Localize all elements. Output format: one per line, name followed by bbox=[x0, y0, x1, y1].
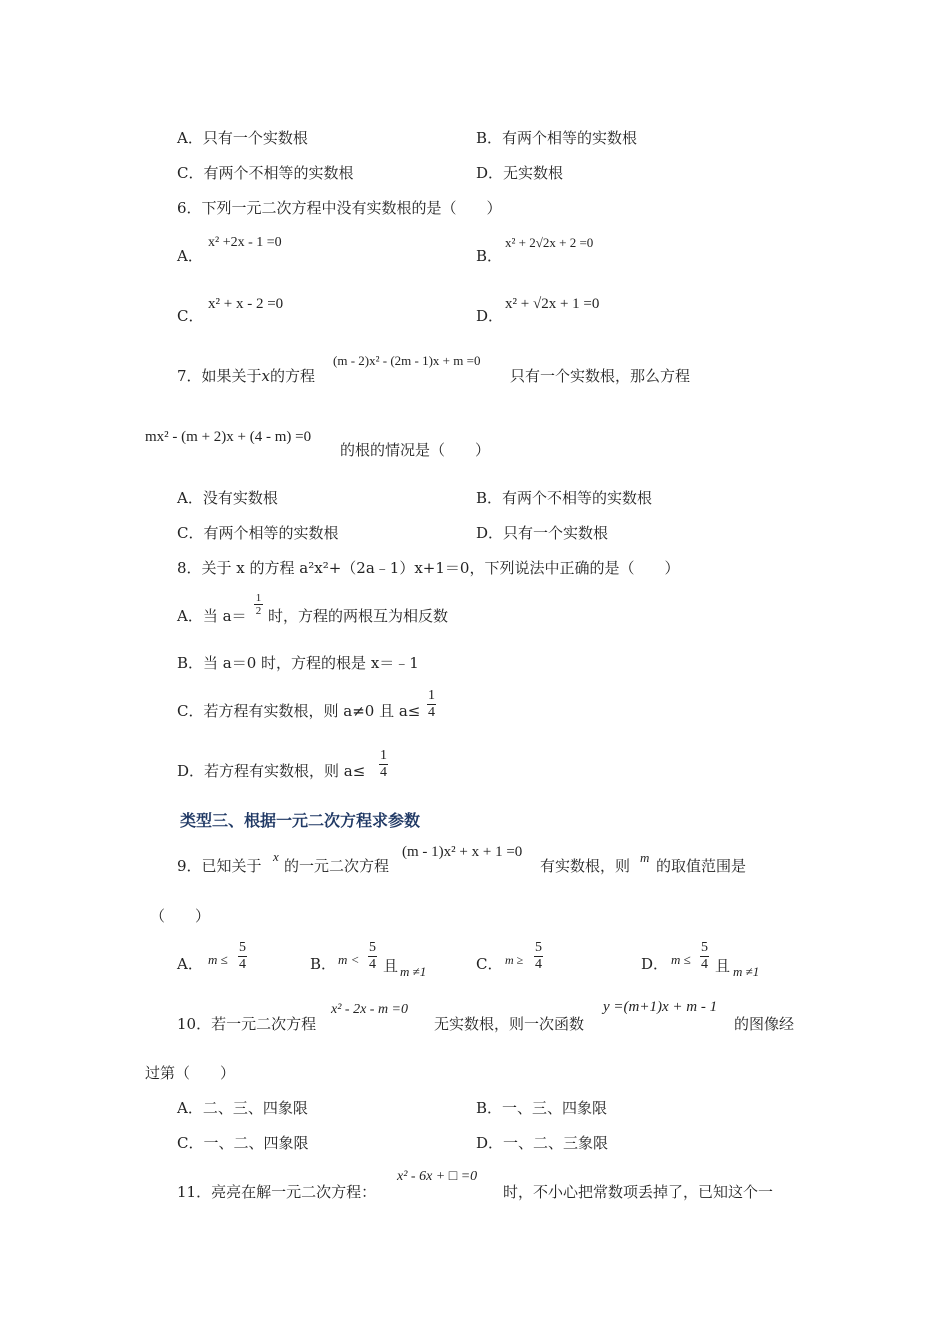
q6-option-b-label: B． bbox=[476, 247, 503, 265]
q9-option-c-label: C． bbox=[476, 955, 503, 973]
q10-option-c: C．一、二、四象限 bbox=[177, 1134, 309, 1152]
q9-option-a-lhs: m ≤ bbox=[208, 952, 228, 967]
q8-option-d-fraction bbox=[379, 748, 388, 781]
q9-option-a-fraction bbox=[238, 940, 247, 973]
q9-option-d-and: 且 bbox=[715, 957, 731, 975]
q5-option-c: C．有两个不相等的实数根 bbox=[177, 164, 354, 182]
q9-var-m: m bbox=[640, 850, 650, 865]
q9-option-d-lhs: m ≤ bbox=[671, 952, 691, 967]
q7-option-c: C．有两个相等的实数根 bbox=[177, 524, 339, 542]
q9-option-b-and: 且 bbox=[383, 957, 399, 975]
section-heading: 类型三、根据一元二次方程求参数 bbox=[180, 811, 421, 830]
fraction-denominator: 4 bbox=[369, 957, 376, 972]
q8-option-a-pre: A．当 a＝ bbox=[177, 607, 247, 625]
q8-option-c-pre: C．若方程有实数根，则 a≠0 且 a≤ bbox=[177, 702, 421, 720]
q7-stem-prefix bbox=[177, 367, 315, 385]
q10-stem-continued: 过第（ ） bbox=[145, 1064, 236, 1082]
q9-var-x: x bbox=[273, 849, 279, 864]
q8-option-b: B．当 a＝0 时，方程的根是 x＝﹣1 bbox=[177, 654, 419, 672]
fraction-numerator: 1 bbox=[255, 592, 262, 604]
q6-option-d-label: D． bbox=[476, 307, 504, 325]
q6-option-a-equation: x² +2x - 1 =0 bbox=[208, 235, 282, 250]
q10-equation-1: x² - 2x - m =0 bbox=[331, 1002, 409, 1017]
fraction-denominator: 4 bbox=[535, 957, 542, 972]
q6-option-d-equation: x² + √2x + 1 =0 bbox=[505, 296, 600, 312]
q6-stem: 6．下列一元二次方程中没有实数根的是（ ） bbox=[177, 199, 502, 217]
q9-answer-paren: （ ） bbox=[150, 907, 211, 925]
q9-stem-mid: 的一元二次方程 bbox=[284, 857, 390, 875]
fraction-numerator: 1 bbox=[428, 688, 435, 703]
q10-option-a: A．二、三、四象限 bbox=[177, 1099, 308, 1117]
fraction-numerator: 1 bbox=[380, 748, 387, 763]
q9-option-b-lhs: m < bbox=[338, 952, 360, 967]
q7-option-d: D．只有一个实数根 bbox=[476, 524, 609, 542]
q7-equation-2: mx² - (m + 2)x + (4 - m) =0 bbox=[145, 429, 312, 445]
q9-option-a-label: A． bbox=[177, 955, 203, 973]
q6-option-c-label: C． bbox=[177, 307, 204, 325]
fraction-denominator: 4 bbox=[701, 957, 708, 972]
q10-equation-2: y =(m+1)x + m - 1 bbox=[603, 999, 718, 1015]
q9-stem-pre: 9．已知关于 bbox=[177, 857, 262, 875]
q7-stem-end: 的根的情况是（ ） bbox=[340, 441, 491, 459]
fraction-denominator: 2 bbox=[255, 605, 262, 617]
q7-var-x: x bbox=[261, 367, 271, 385]
q9-option-d-label: D． bbox=[641, 955, 669, 973]
q6-option-c-equation: x² + x - 2 =0 bbox=[208, 296, 284, 312]
q9-option-d-fraction bbox=[700, 940, 709, 973]
q9-option-b-fraction bbox=[368, 940, 377, 973]
q9-option-b-condition: m ≠1 bbox=[400, 964, 427, 979]
q8-option-d-pre: D．若方程有实数根，则 a≤ bbox=[177, 762, 366, 780]
q10-stem-pre: 10．若一元二次方程 bbox=[177, 1015, 317, 1033]
q10-option-d: D．一、二、三象限 bbox=[476, 1134, 609, 1152]
q8-option-c-fraction bbox=[427, 688, 436, 721]
q11-equation: x² - 6x + □ =0 bbox=[397, 1169, 478, 1184]
q8-stem: 8．关于 x 的方程 a²x²+（2a﹣1）x+1＝0，下列说法中正确的是（ ） bbox=[177, 559, 680, 577]
q5-option-d: D．无实数根 bbox=[476, 164, 564, 182]
q9-stem-post: 有实数根，则 bbox=[540, 857, 631, 875]
q7-option-a: A．没有实数根 bbox=[177, 489, 278, 507]
q5-option-b: B．有两个相等的实数根 bbox=[476, 129, 638, 147]
fraction-denominator: 4 bbox=[428, 705, 435, 720]
fraction-numerator: 5 bbox=[369, 940, 376, 955]
q11-stem-pre: 11．亮亮在解一元二次方程： bbox=[177, 1183, 377, 1201]
q7-option-b: B．有两个不相等的实数根 bbox=[476, 489, 653, 507]
q10-stem-mid: 无实数根，则一次函数 bbox=[434, 1015, 585, 1033]
q6-option-b-equation: x² + 2√2x + 2 =0 bbox=[505, 235, 594, 250]
q10-stem-post: 的图像经 bbox=[734, 1015, 795, 1033]
q7-equation-1: (m - 2)x² - (2m - 1)x + m =0 bbox=[333, 353, 481, 368]
q11-stem-post: 时，不小心把常数项丢掉了，已知这个一 bbox=[503, 1183, 774, 1201]
q8-option-a-fraction bbox=[254, 592, 263, 617]
fraction-denominator: 4 bbox=[239, 957, 246, 972]
q9-option-d-condition: m ≠1 bbox=[733, 964, 760, 979]
q9-option-b-label: B． bbox=[310, 955, 337, 973]
q9-equation: (m - 1)x² + x + 1 =0 bbox=[402, 844, 523, 860]
fraction-numerator: 5 bbox=[239, 940, 246, 955]
q9-option-c-lhs: m ≥ bbox=[505, 953, 524, 967]
q10-option-b: B．一、三、四象限 bbox=[476, 1099, 608, 1117]
q5-option-a: A．只有一个实数根 bbox=[177, 129, 308, 147]
q9-option-c-fraction bbox=[534, 940, 543, 973]
fraction-numerator: 5 bbox=[535, 940, 542, 955]
fraction-denominator: 4 bbox=[380, 765, 387, 780]
q7-stem-pre: 7．如果关于 bbox=[177, 367, 262, 385]
fraction-numerator: 5 bbox=[701, 940, 708, 955]
q7-stem-post: 只有一个实数根，那么方程 bbox=[510, 367, 691, 385]
q8-option-a-post: 时，方程的两根互为相反数 bbox=[268, 607, 449, 625]
q6-option-a-label: A． bbox=[177, 247, 203, 265]
q9-stem-end: 的取值范围是 bbox=[656, 857, 747, 875]
q7-stem-mid: 的方程 bbox=[270, 367, 316, 385]
